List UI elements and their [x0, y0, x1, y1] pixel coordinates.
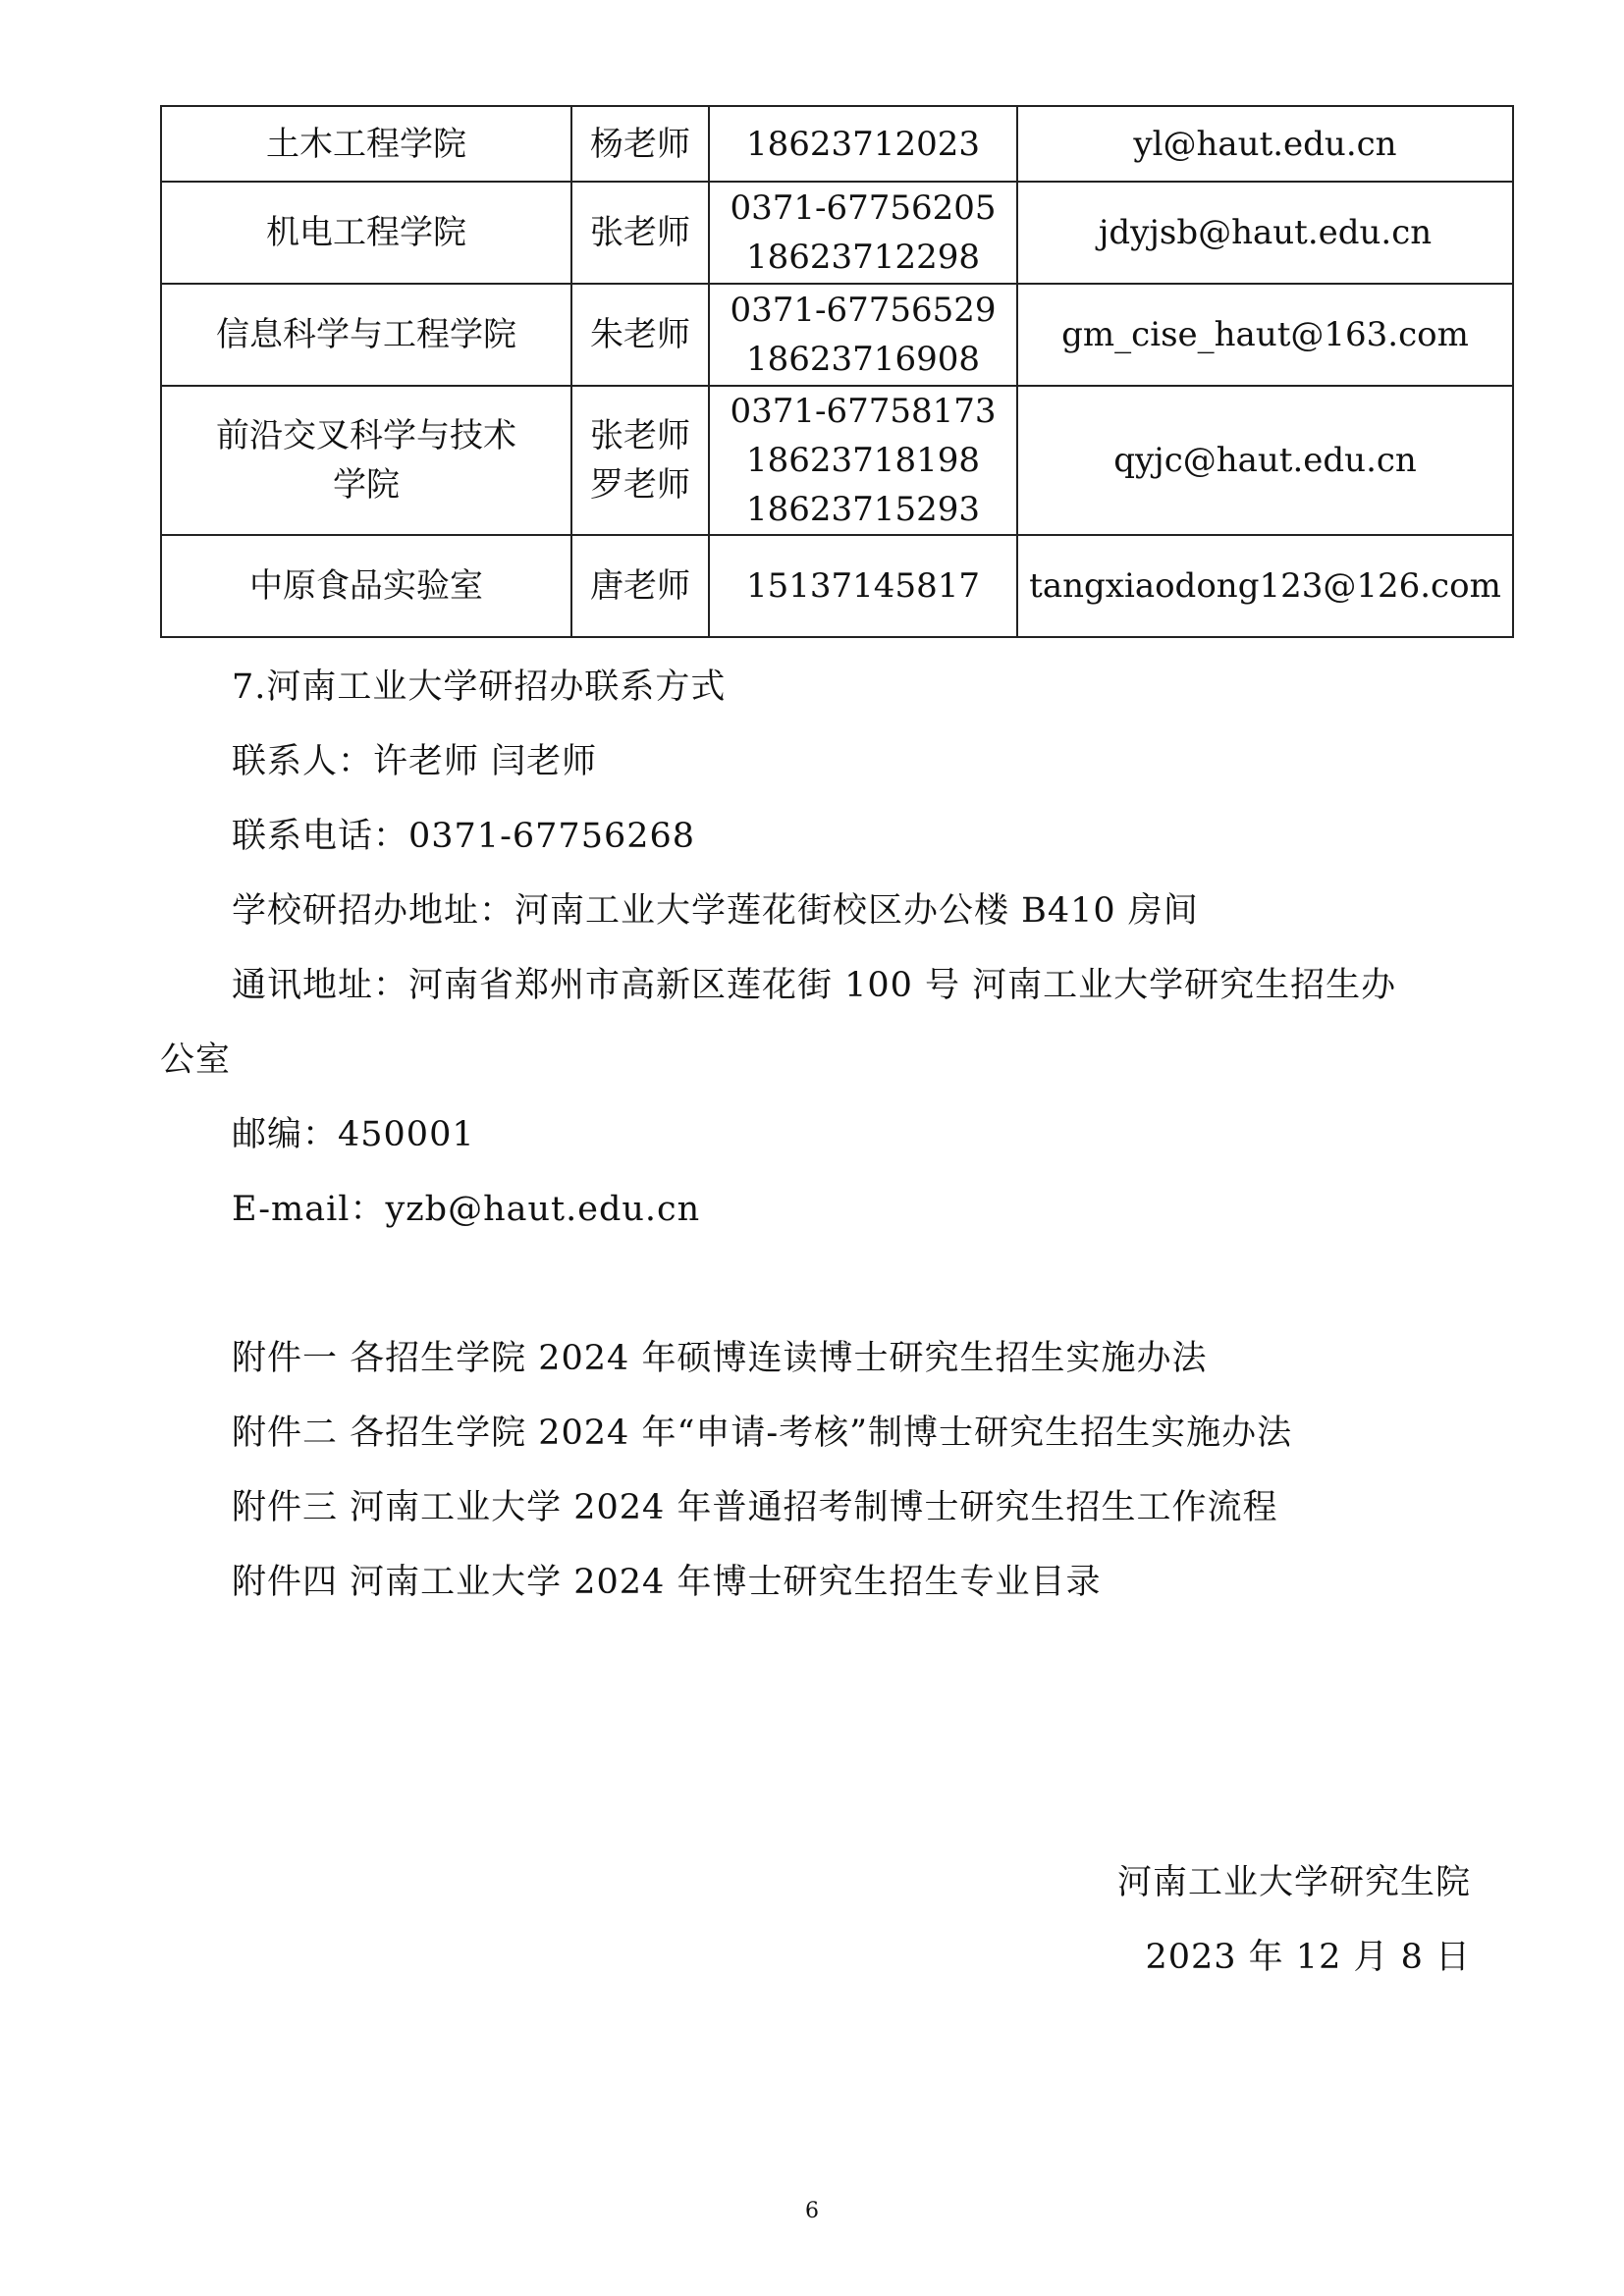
contact-email: E-mail：yzb@haut.edu.cn	[232, 1190, 701, 1229]
phone-cell	[709, 386, 1017, 535]
contact-table	[160, 105, 1514, 638]
office-address: 学校研招办地址：河南工业大学莲花街校区办公楼 B410 房间	[232, 891, 1199, 931]
phone-line: 18623718198	[746, 441, 980, 480]
attachment-item: 附件二 各招生学院 2024 年“申请-考核”制博士研究生招生实施办法	[232, 1414, 1293, 1453]
phone-cell	[709, 182, 1017, 284]
phone-line: 0371-67756529	[730, 291, 997, 330]
attachment-item: 附件四 河南工业大学 2024 年博士研究生招生专业目录	[232, 1563, 1102, 1602]
phone-line: 0371-67756205	[730, 188, 997, 228]
mail-address-line2: 公室	[160, 1041, 232, 1080]
signature-org: 河南工业大学研究生院	[1116, 1863, 1471, 1902]
college-line: 学院	[333, 465, 400, 505]
teacher-line: 张老师	[590, 416, 690, 455]
page-number: 6	[805, 2199, 819, 2223]
teacher-cell: 杨老师	[571, 106, 709, 182]
table-row	[161, 182, 1513, 284]
section-heading: 7.河南工业大学研招办联系方式	[232, 667, 727, 707]
email-cell: jdyjsb@haut.edu.cn	[1017, 182, 1513, 284]
phone-line: 18623712298	[746, 238, 980, 277]
college-cell: 机电工程学院	[161, 182, 571, 284]
college-cell	[161, 386, 571, 535]
contact-person: 联系人：许老师 闫老师	[232, 742, 598, 781]
email-cell: yl@haut.edu.cn	[1017, 106, 1513, 182]
phone-cell	[709, 284, 1017, 386]
phone-cell: 18623712023	[709, 106, 1017, 182]
attachment-item: 附件一 各招生学院 2024 年硕博连读博士研究生招生实施办法	[232, 1339, 1208, 1378]
phone-cell: 15137145817	[709, 535, 1017, 637]
contact-phone: 联系电话：0371-67756268	[232, 817, 696, 856]
college-cell: 信息科学与工程学院	[161, 284, 571, 386]
table-row	[161, 535, 1513, 637]
attachment-item: 附件三 河南工业大学 2024 年普通招考制博士研究生招生工作流程	[232, 1488, 1278, 1527]
phone-line: 18623716908	[746, 340, 980, 379]
college-cell: 土木工程学院	[161, 106, 571, 182]
phone-line: 18623715293	[746, 490, 980, 529]
college-line: 前沿交叉科学与技术	[216, 416, 516, 455]
phone-line: 0371-67758173	[730, 392, 997, 431]
teacher-cell	[571, 386, 709, 535]
email-cell: gm_cise_haut@163.com	[1017, 284, 1513, 386]
teacher-line: 罗老师	[590, 465, 690, 505]
signature-date: 2023 年 12 月 8 日	[1145, 1938, 1471, 1977]
table-row	[161, 386, 1513, 535]
table-row	[161, 284, 1513, 386]
postcode: 邮编：450001	[232, 1115, 475, 1154]
mail-address-line1: 通讯地址：河南省郑州市高新区莲花街 100 号 河南工业大学研究生招生办	[232, 966, 1397, 1005]
teacher-cell: 朱老师	[571, 284, 709, 386]
teacher-cell: 唐老师	[571, 535, 709, 637]
email-cell: tangxiaodong123@126.com	[1017, 535, 1513, 637]
college-cell: 中原食品实验室	[161, 535, 571, 637]
table-row	[161, 106, 1513, 182]
email-cell: qyjc@haut.edu.cn	[1017, 386, 1513, 535]
teacher-cell: 张老师	[571, 182, 709, 284]
